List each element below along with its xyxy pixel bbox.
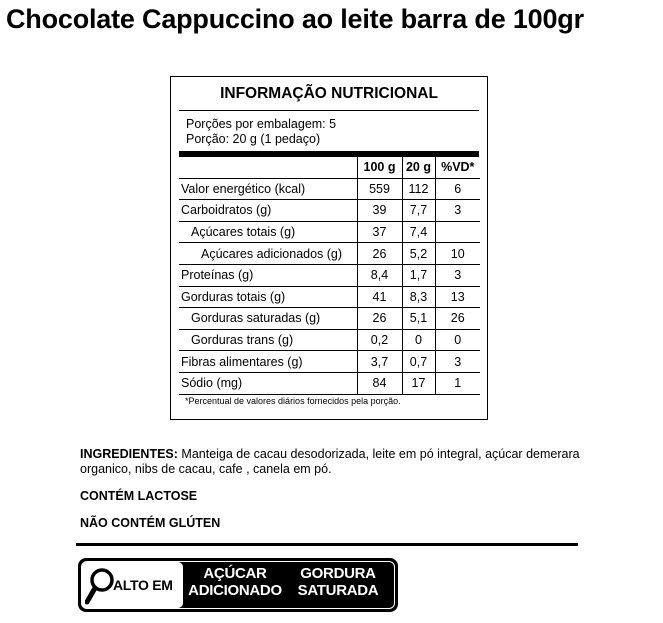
- nutrition-heading: INFORMAÇÃO NUTRICIONAL: [220, 85, 438, 102]
- table-row: [179, 264, 480, 286]
- table-row: [179, 200, 480, 222]
- value-per100: 8,4: [357, 264, 402, 286]
- value-per100: 559: [357, 178, 402, 200]
- magnifier-icon: [85, 566, 115, 606]
- value-per20: 112: [402, 178, 435, 200]
- value-per20: 8,3: [402, 286, 435, 308]
- value-vd: 13: [435, 286, 480, 308]
- serving-size: Porção: 20 g (1 pedaço): [186, 132, 321, 146]
- value-vd: 3: [435, 264, 480, 286]
- nutrient-label: Gorduras saturadas (g): [179, 308, 357, 330]
- value-per20: 7,7: [402, 200, 435, 222]
- value-vd: 1: [435, 372, 480, 394]
- table-row: [179, 178, 480, 200]
- nutrition-table: [179, 157, 480, 395]
- value-per100: 84: [357, 372, 402, 394]
- header-vd: %VD*: [435, 157, 480, 178]
- value-per20: 5,1: [402, 308, 435, 330]
- value-vd: 26: [435, 308, 480, 330]
- nutrient-label: Gorduras trans (g): [179, 329, 357, 351]
- added-sugar-line1: AÇÚCAR: [203, 565, 267, 582]
- ingredients-label: INGREDIENTES:: [80, 447, 178, 461]
- header-label-cell: [179, 157, 357, 178]
- value-per20: 17: [402, 372, 435, 394]
- gluten-info: NÃO CONTÉM GLÚTEN: [80, 516, 221, 530]
- product-title: Chocolate Cappuccino ao leite barra de 100gr: [6, 4, 584, 34]
- value-per20: 0: [402, 329, 435, 351]
- value-vd: 3: [435, 200, 480, 222]
- nutrition-facts-panel: [170, 76, 488, 420]
- nutrient-label: Gorduras totais (g): [179, 286, 357, 308]
- heading-rule: [179, 110, 479, 111]
- value-per20: 0,7: [402, 351, 435, 373]
- high-in-badge: [81, 562, 183, 608]
- value-vd: 10: [435, 243, 480, 265]
- divider-rule: [76, 543, 578, 546]
- front-warning-label: [78, 558, 398, 612]
- footnote: *Percentual de valores diários fornecidos pela porção.: [185, 396, 401, 406]
- value-per100: 41: [357, 286, 402, 308]
- servings-info: [186, 117, 336, 147]
- ingredients: [80, 447, 580, 476]
- table-row: [179, 286, 480, 308]
- value-vd: 6: [435, 178, 480, 200]
- nutrient-label: Açúcares adicionados (g): [179, 243, 357, 265]
- value-per20: 5,2: [402, 243, 435, 265]
- nutrient-label: Carboidratos (g): [179, 200, 357, 222]
- value-per20: 1,7: [402, 264, 435, 286]
- saturated-fat-line1: GORDURA: [300, 565, 376, 582]
- nutrient-label: Sódio (mg): [179, 372, 357, 394]
- table-row: [179, 329, 480, 351]
- high-in-text: ALTO EM: [113, 577, 173, 593]
- nutrient-label: Valor energético (kcal): [179, 178, 357, 200]
- value-vd: [435, 221, 480, 243]
- value-vd: 3: [435, 351, 480, 373]
- table-row: [179, 351, 480, 373]
- header-per100: 100 g: [357, 157, 402, 178]
- table-header-row: [179, 157, 480, 178]
- nutrient-label: Proteínas (g): [179, 264, 357, 286]
- table-row: [179, 372, 480, 394]
- saturated-fat-badge: [288, 565, 388, 607]
- value-per100: 37: [357, 221, 402, 243]
- value-per100: 3,7: [357, 351, 402, 373]
- added-sugar-badge: [186, 565, 284, 607]
- ingredients-text: Manteiga de cacau desodorizada, leite em pó integral, açúcar demerara organico, nibs de cacau, cafe , canela em pó.: [80, 447, 580, 476]
- value-per100: 26: [357, 243, 402, 265]
- table-row: [179, 221, 480, 243]
- value-per100: 39: [357, 200, 402, 222]
- saturated-fat-line2: SATURADA: [297, 582, 379, 599]
- value-vd: 0: [435, 329, 480, 351]
- servings-per-package: Porções por embalagem: 5: [186, 117, 337, 131]
- nutrient-label: Açúcares totais (g): [179, 221, 357, 243]
- value-per100: 0,2: [357, 329, 402, 351]
- value-per100: 26: [357, 308, 402, 330]
- added-sugar-line2: ADICIONADO: [188, 582, 282, 599]
- table-row: [179, 243, 480, 265]
- table-row: [179, 308, 480, 330]
- nutrient-label: Fibras alimentares (g): [179, 351, 357, 373]
- lactose-warning: CONTÉM LACTOSE: [80, 489, 198, 503]
- header-per20: 20 g: [402, 157, 435, 178]
- value-per20: 7,4: [402, 221, 435, 243]
